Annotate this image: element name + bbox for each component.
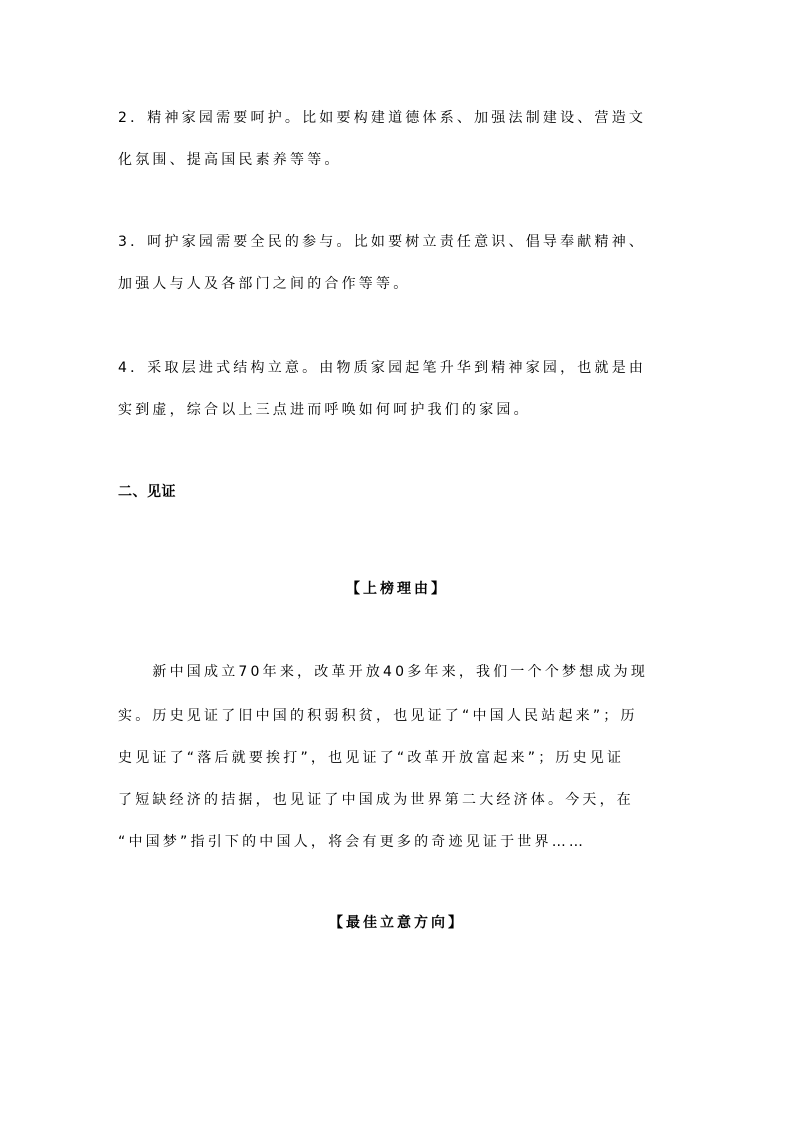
reason-title: 【上榜理由】 [346,581,448,597]
item-3-line-2: 加强人与人及各部门之间的合作等等。 [118,276,411,292]
paragraph-line-5: “中国梦”指引下的中国人，将会有更多的奇迹见证于世界…… [118,834,587,850]
item-3-line-1: 3．呵护家园需要全民的参与。比如要树立责任意识、倡导奉献精神、 [118,234,647,250]
paragraph-line-4: 了短缺经济的拮据，也见证了中国成为世界第二大经济体。今天，在 [118,792,634,808]
paragraph-line-3: 史见证了“落后就要挨打”，也见证了“改革开放富起来”；历史见证 [118,750,625,766]
item-4-line-2: 实到虚，综合以上三点进而呼唤如何呵护我们的家园。 [118,402,531,418]
item-4-line-1: 4．采取层进式结构立意。由物质家园起笔升华到精神家园，也就是由 [118,360,647,376]
item-2-line-2: 化氛围、提高国民素养等等。 [118,152,342,168]
direction-title: 【最佳立意方向】 [329,915,465,931]
paragraph-line-1: 新中国成立70年来，改革开放40多年来，我们一个个梦想成为现 [118,664,649,680]
section-heading: 二、见证 [118,484,176,500]
item-2-line-1: 2．精神家园需要呵护。比如要构建道德体系、加强法制建设、营造文 [118,110,647,126]
paragraph-line-2: 实。历史见证了旧中国的积弱积贫，也见证了“中国人民站起来”；历 [118,708,638,724]
